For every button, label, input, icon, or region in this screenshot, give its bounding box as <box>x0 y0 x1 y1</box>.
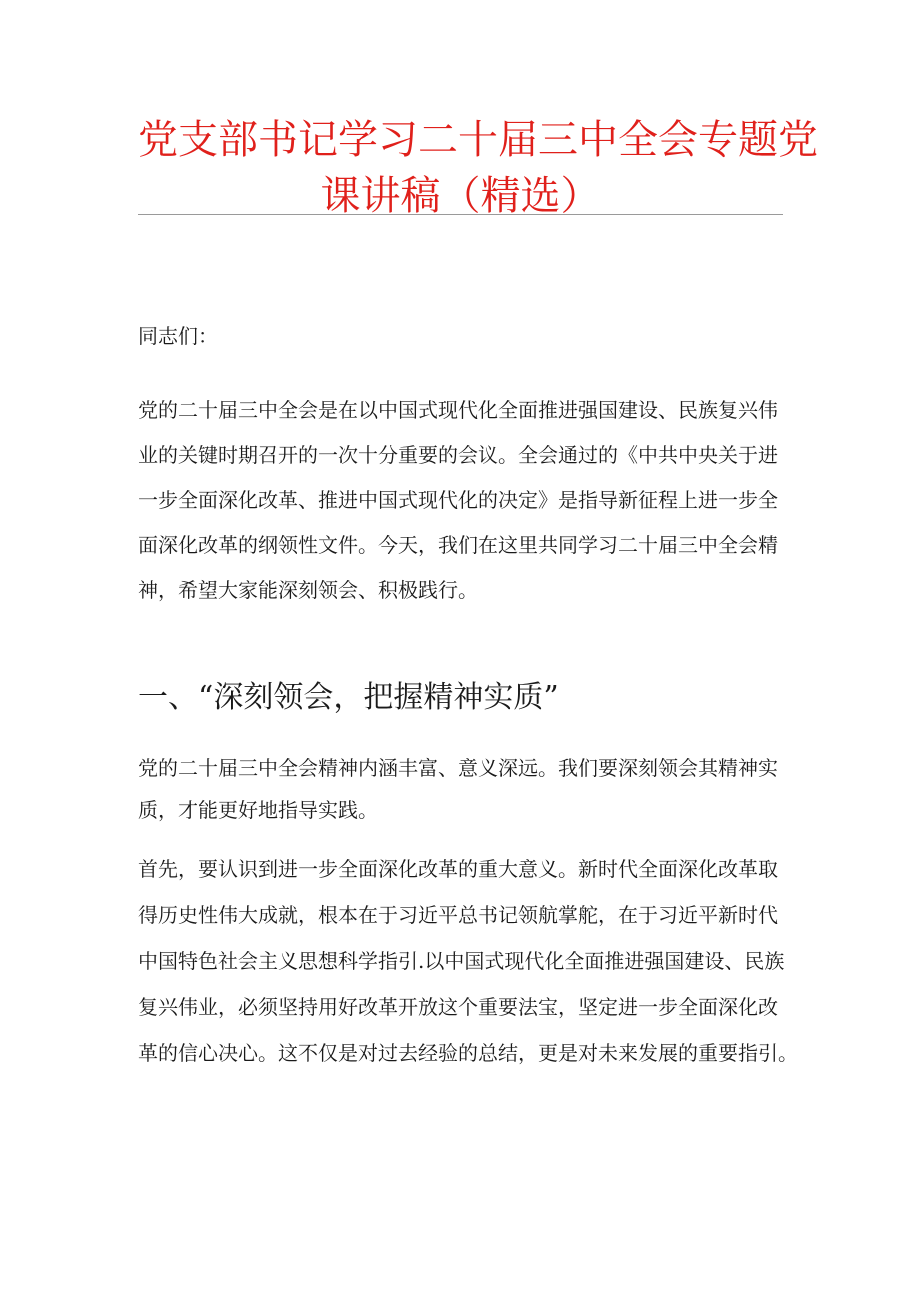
salutation: 同志们： <box>138 324 218 348</box>
section-heading: 一、“深刻领会，把握精神实质” <box>138 680 559 715</box>
document-title-line-2: 课讲稿（精选） <box>320 173 601 219</box>
paragraph-line: 得历史性伟大成就，根本在于习近平总书记领航掌舵，在于习近平新时代 <box>138 903 778 927</box>
paragraph-line: 质，才能更好地指导实践。 <box>138 798 378 822</box>
document-title-line-1: 党支部书记学习二十届三中全会专题党 <box>138 117 818 163</box>
paragraph-line: 中国特色社会主义思想科学指引.以中国式现代化全面推进强国建设、民族 <box>138 949 785 973</box>
paragraph-line: 革的信心决心。这不仅是对过去经验的总结，更是对未来发展的重要指引。 <box>138 1041 798 1065</box>
paragraph-line: 复兴伟业，必须坚持用好改革开放这个重要法宝，坚定进一步全面深化改 <box>138 995 778 1019</box>
paragraph-line: 业的关键时期召开的一次十分重要的会议。全会通过的《中共中央关于进 <box>138 443 778 467</box>
paragraph-line: 首先，要认识到进一步全面深化改革的重大意义。新时代全面深化改革取 <box>138 857 778 881</box>
title-divider <box>138 214 783 215</box>
intro-paragraph <box>138 390 798 615</box>
section-paragraph-1 <box>138 751 798 835</box>
paragraph-line: 党的二十届三中全会是在以中国式现代化全面推进强国建设、民族复兴伟 <box>138 398 778 422</box>
paragraph-line: 一步全面深化改革、推进中国式现代化的决定》是指导新征程上进一步全 <box>138 488 778 512</box>
paragraph-line: 面深化改革的纲领性文件。今天，我们在这里共同学习二十届三中全会精 <box>138 533 778 557</box>
paragraph-line: 神，希望大家能深刻领会、积极践行。 <box>138 578 478 602</box>
section-paragraph-2 <box>138 851 798 1081</box>
paragraph-line: 党的二十届三中全会精神内涵丰富、意义深远。我们要深刻领会其精神实 <box>138 756 778 780</box>
